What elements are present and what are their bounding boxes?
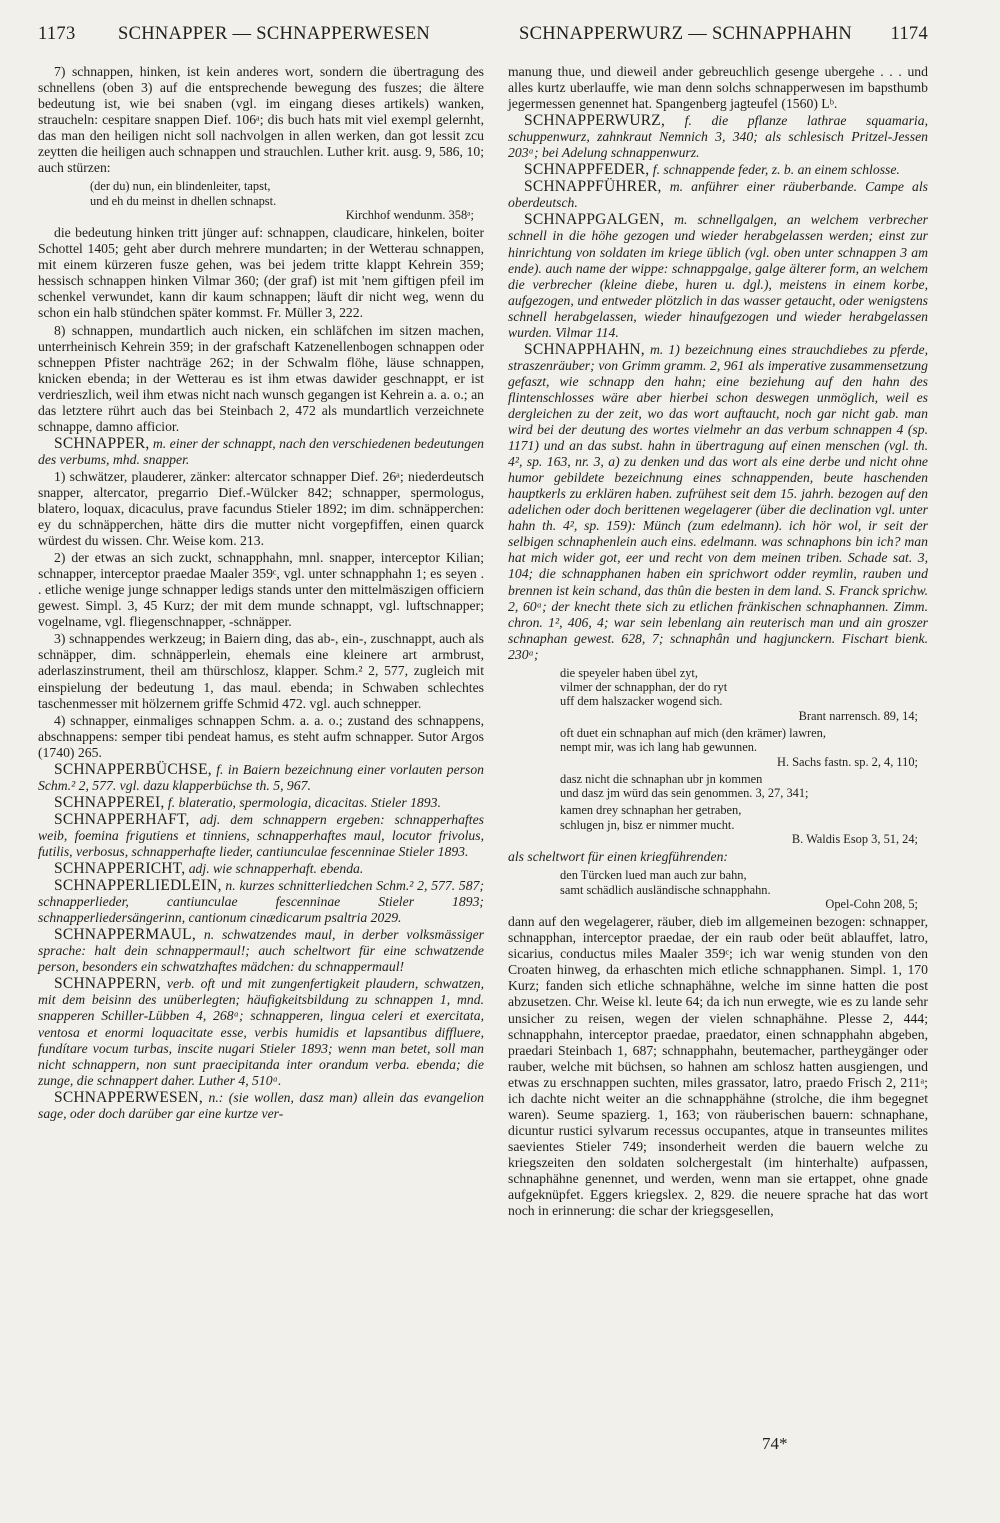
- verse-line: oft duet ein schnaphan auf mich (den krämer) lawren,: [560, 725, 826, 740]
- quote-source: Kirchhof wendunm. 358ᵃ;: [345, 207, 474, 222]
- verse-line: schlugen jn, bisz er nimmer mucht.: [560, 817, 735, 832]
- headword: SCHNAPPGALGEN,: [524, 211, 665, 229]
- verse-quote: [38, 179, 484, 222]
- verse-quote: [508, 726, 928, 769]
- quote-source: B. Waldis Esop 3, 51, 24;: [791, 832, 918, 846]
- paragraph: manung thue, und dieweil ander gebreuchlich gesenge ubergehe . . . und alles kurtz uberlauffe, wie man denn solchs schnapperwesen im bapsthumb jegermessen genennet hat. Spangenberg jagteufel (1560) Lᵇ.: [508, 64, 928, 112]
- paragraph: 7) schnappen, hinken, ist kein anderes wort, sondern die übertragung des schnellens (oben 3) auf die entsprechende bewegung des fuszes; die ältere bedeutung ist, wie bei snaben (vgl. im eingang dieses artikels) wanken, straucheln: cespitare snappen Dief. 106ᵃ; dis buch hats mit viel exempl gelernht, das man den heiligen nicht soll nachvolgen in allen werken, dan got lessit zcu zeytten die heiligen auch schnappen und strauchlen. Luther krit. ausg. 9, 586, 10; auch stürzen:: [38, 64, 484, 176]
- headword: SCHNAPPERWURZ,: [524, 112, 666, 130]
- quote-source: H. Sachs fastn. sp. 2, 4, 110;: [777, 754, 918, 769]
- dictionary-entry: [38, 795, 484, 811]
- entry-gloss: adj. dem schnappern ergeben: schnapperhaftes weib, foemina frigutiens et tinniens, schnapperhaftes maul, locutor frivolus, futilis, verbosus, schnapperhafte lieder, cantiunculae fescenninae Stieler 1893.: [38, 811, 484, 859]
- dictionary-entry: [38, 436, 484, 468]
- dictionary-entry: [508, 212, 928, 340]
- headword: SCHNAPPFEDER,: [524, 161, 650, 179]
- headword: SCHNAPPERWESEN,: [54, 1088, 203, 1106]
- verse-line: und eh du meinst in dhellen schnapst.: [90, 193, 277, 208]
- entry-gloss: f. blateratio, spermologia, dicacitas. Stieler 1893.: [167, 794, 441, 810]
- verse-quote: [508, 868, 928, 911]
- verse-line: den Türcken lued man auch zur bahn,: [560, 868, 747, 883]
- entry-gloss: m. anführer einer räuberbande. Campe als oberdeutsch.: [508, 179, 929, 211]
- entry-gloss: n. kurzes schnitterliedchen Schm.² 2, 577. 587; schnapperlieder, cantiunculae fescenninae Stieler 1893; schnapperliedersängerinn, cantionum cinædicarum psaltria 2029.: [38, 878, 484, 926]
- paragraph: 3) schnappendes werkzeug; in Baiern ding, das ab-, ein-, zuschnappt, auch als schnäpper, dim. schnäpperlein, ehemals eine kleinere art armbrust, aderlaszinstrument, theil am thürschlosz, klapper. Schm.² 2, 577, zugleich mit einspielung der bedeutung 1, das maul. ebenda; in Schwaben schlechtes taschenmesser mit hölzernem griffe Schmid 472. vgl. auch schnepper.: [38, 631, 484, 711]
- headword: SCHNAPPER,: [54, 434, 150, 452]
- dictionary-entry: [38, 1090, 484, 1122]
- verse-line: uff dem halszacker wogend sich.: [560, 694, 723, 709]
- entry-gloss: f. die pflanze lathrae squamaria, schuppenwurz, zahnkraut Nemnich 3, 340; als schlesisch Pritzel-Jessen 203ᵃ; bei Adelung schnappenwurz.: [508, 113, 928, 161]
- verse-quote: [508, 666, 928, 723]
- headword: SCHNAPPERLIEDLEIN,: [54, 877, 222, 895]
- entry-gloss: adj. wie schnapperhaft. ebenda.: [188, 861, 364, 877]
- headword: SCHNAPPEREI,: [54, 793, 165, 811]
- verse-line: nempt mir, was ich lang hab gewunnen.: [560, 740, 758, 755]
- paragraph: 1) schwätzer, plauderer, zänker: altercator schnapper Dief. 26ᵃ; niederdeutsch snapper, altercator, pregarrio Dief.-Wülcker 842; schnapper, spermologus, blatero, loquax, dicaculus, prave facundus Stieler 1892; im dim. schnäpperchen: ey du schnäpperchen, hätte dirs die mutter nicht vorgepfiffen, einen quarck würdest du wissen. Chr. Weise kom. 213.: [38, 468, 484, 549]
- entry-gloss: n. schwatzendes maul, in derber volksmässiger sprache: halt dein schnappermaul!; auch scheltwort für eine schwatzende person, besonders ein schwatzhaftes mädchen: du schnappermaul!: [38, 927, 484, 975]
- headword: SCHNAPPERICHT,: [54, 860, 186, 878]
- quote-source: Brant narrensch. 89, 14;: [798, 708, 918, 723]
- paragraph: 4) schnapper, einmaliges schnappen Schm. a. a. o.; zustand des schnappens, abschnappens: semper tibi pendeat hamus, es steht aufm schnapper. Sutor Argos (1740) 265.: [38, 712, 484, 760]
- entry-gloss: m. 1) bezeichnung eines strauchdiebes zu pferde, straszenräuber; von Grimm gramm. 2, 961 als imperative zusammensetzung gefaszt, wie schnapp den hahn; eine beziehung auf den hahn des flintenschlosses wäre aber hierbei schon deswegen unmöglich, weil es dergleichen zu der zeit, wo das wort auftaucht, noch gar nicht gab. man wird bei der deutung des wortes vielmehr an das verbum schnappen 4 (sp. 1171) und an das subst. hahn in übertragung auf einen menschen (vgl. th. 4², sp. 163, nr. 3, a) zu denken und das wort als eine derbe und nicht ohne humor gebildete bezeichnung eines schnappenden, beute haschenden hauptkerls zu erklären haben. zufrühest seit dem 15. jahrh. bezogen auf den adelichen oder doch berittenen wegelagerer (über die declination vgl. unter hahn th. 4², sp. 159): Münch (zum edelmann). ich hör wol, ir seit der selbigen schnaphenlein auch eins. edelmann. was schnaphons bin ich? man hat mich wider got, eer und recht von dem meinen triben. Schade sat. 3, 104; die schnapphanen haben ein sprichwort odder reymlin, rauben und brennen ist kein schand, das thûn die besten in dem land. S. Franck sprichw. 2, 60ᵃ; der knecht thete sich zu etlichen fränkischen schnaphannen. Zimm. chron. 1², 406, 4; war sein lebenlang ain reuterisch man und ain groszer schnaphan gewest. 628, 7; schnaphân und hagjunckern. Fischart bienk. 230ᵃ;: [508, 341, 928, 662]
- verse-line: samt schädlich ausländische schnapphahn.: [560, 882, 771, 897]
- dictionary-entry: [508, 179, 928, 211]
- dictionary-entry: [38, 927, 484, 975]
- dictionary-entry: [508, 162, 928, 178]
- right-column: [508, 64, 928, 1220]
- quote-source: Opel-Cohn 208, 5;: [825, 896, 918, 911]
- verse-line: (der du) nun, ein blindenleiter, tapst,: [90, 179, 271, 194]
- paragraph: die bedeutung hinken tritt jünger auf: schnappen, claudicare, hinkelen, boiter Schottel 1405; geht aber durch mehrere mundarten; in der Wetterau schnappen, mit einem kürzeren fusze gehen, was bei jedem tritte klappt Kehrein 359; hessisch schnappen hinken Vilmar 360; (der graf) ist mit 'nem giftigen pfeil im schenkel verwundet, kann dir kaum schnappen; läuft dir nicht weg, wenn du schon ein halb stündchen später kommst. Fr. Müller 3, 222.: [38, 225, 484, 321]
- left-page-number: 1173: [38, 24, 76, 44]
- dictionary-entry: [38, 976, 484, 1088]
- page-header: [0, 24, 1000, 58]
- entry-gloss: m. einer der schnappt, nach den verschiedenen bedeutungen des verbums, mhd. snapper.: [38, 435, 485, 467]
- headword: SCHNAPPERN,: [54, 975, 161, 993]
- headword: SCHNAPPERBÜCHSE,: [54, 760, 212, 778]
- dictionary-entry: [508, 113, 928, 161]
- verse-quote: [508, 803, 928, 846]
- verse-line: die speyeler haben übel zyt,: [560, 665, 698, 680]
- dictionary-entry: [508, 342, 928, 663]
- entry-gloss: m. schnellgalgen, an welchem verbrecher schnell in die höhe gezogen und wieder herabgelassen werden; einst zur hinrichtung von soldaten im kriege üblich (vgl. oben unter schnappen 3 am ende). auch name der wippe: schnappgalge, galge älterer form, an welchem die verbrecher (kleine diebe, huren u. dgl.), meistens in einem korbe, aufgezogen, und entweder plötzlich in das wasser getaucht, oder wenigstens schnell herabgelassen, wieder hinaufgezogen und wieder herabgelassen wurden. Vilmar 114.: [508, 212, 928, 340]
- verse-line: vilmer der schnapphan, der do ryt: [560, 680, 728, 695]
- headword: SCHNAPPERHAFT,: [54, 810, 190, 828]
- paragraph: 2) der etwas an sich zuckt, schnapphahn, mnl. snapper, interceptor Kilian; schnapper, interceptor praedae Maaler 359ᶜ, vgl. unter schnapphahn 1; es seyen . . etliche wenige junge schnapper ledigs stands unter den mittelmäszigen officiern gewest. Simpl. 3, 45 Kurz; der mit dem munde schnappt, vgl. luftschnapper; vogelname, vgl. fliegenschnapper, -schnäpper.: [38, 550, 484, 630]
- right-running-title: SCHNAPPERWURZ — SCHNAPPHAHN: [519, 24, 852, 44]
- paragraph: als scheltwort für einen kriegführenden:: [508, 849, 728, 865]
- entry-gloss: n.: (sie wollen, dasz man) allein das evangelion sage, oder doch darüber gar eine kurtze ver-: [38, 1089, 485, 1121]
- verse-line: dasz nicht die schnaphan ubr jn kommen: [560, 771, 763, 786]
- dictionary-entry: [38, 878, 484, 926]
- headword: SCHNAPPFÜHRER,: [524, 178, 662, 196]
- dictionary-entry: [38, 861, 484, 877]
- paragraph: dann auf den wegelagerer, räuber, dieb im allgemeinen bezogen: schnapper, schnapphan, interceptor praedae, der ein raub oder beüt ablauffet, latro, sicarius, conductus miles Maaler 359ᶜ; ich war wenig stunden von den Croaten hinweg, da erhaschten mich etliche schnapphanen. Simpl. 1, 170 Kurz; fanden sich etliche schnaphähne, welche im sinne hatten die post abzusetzen. Chr. Weise kl. leute 64; da ich nun erwegte, wie es zu lande sehr unsicher zu reisen, wegen der vielen schnaphähne. Plesse 2, 444; schnapphahn, interceptor praedae, praedator, einen schnapphahn abgeben, praedari Steinbach 1, 687; schnapphahn, beutemacher, partheygänger oder rauber, welche mit büchsen, so hahnen am schlosz hatten ausgiengen, und etwas zu erschnappen suchten, miles grassator, latro, praedo Frisch 2, 211ᵃ; ich dachte nicht weiter an die schnapphähne (strolche, die ihm begegnet waren). Seume spazierg. 1, 163; von räuberischen bauern: schnaphane, dicuntur rustici sylvarum recessus occupantes, atque in transeuntes milites saevientes Stieler 749; insonderheit werden die bauern welche zu kriegszeiten den soldaten solchergestalt (im hinterhalte) aufpassen, schnaphähne genennet, und werden, wenn man sie ertappet, ohne gnade aufgeknüpfet. Eggers kriegslex. 2, 829. die neuere sprache hat das wort noch in erinnerung: die schar der kriegsgesellen,: [508, 914, 928, 1219]
- paragraph: 8) schnappen, mundartlich auch nicken, ein schläfchen im sitzen machen, unterrheinisch Kehrein 359; in der grafschaft Katzenellenbogen schnappen oder schneppen Pfister nachträge 262; in der Schwalm flöhe, läuse schnappen, knicken ebenda; in der Wetterau es ist ihm etwas dawider geschnappt, er ist verdrieszlich, weil ihm etwas nicht nach wunsch gegangen ist Kehrein a. a. o.; an das letztere rührt auch das bei Steinbach 2, 472 als mundartlich verzeichnete schnappe, damno afficior.: [38, 322, 484, 434]
- right-page-number: 1174: [890, 24, 928, 44]
- verse-line: und dasz jm würd das sein genommen. 3, 27, 341;: [560, 786, 809, 801]
- headword: SCHNAPPHAHN,: [524, 340, 645, 358]
- verse-line: kamen drey schnaphan her getraben,: [560, 803, 742, 818]
- left-running-title: SCHNAPPER — SCHNAPPERWESEN: [118, 24, 431, 44]
- headword: SCHNAPPERMAUL,: [54, 926, 196, 944]
- signature-mark: 74*: [762, 1434, 788, 1453]
- verse-quote: [508, 772, 928, 801]
- dictionary-entry: [38, 762, 484, 794]
- dictionary-entry: [38, 812, 484, 860]
- entry-gloss: f. in Baiern bezeichnung einer vorlauten person Schm.² 2, 577. vgl. dazu klapperbüchse th. 5, 967.: [38, 761, 485, 793]
- entry-gloss: verb. oft und mit zungenfertigkeit plaudern, schwatzen, mit dem beisinn des unüberlegten; häufigkeitsbildung zu schnappen 1, mnd. snapperen Schiller-Lübben 4, 268ᵃ; schnapperen, lingua celeri et exercitata, ventosa et enormi loquacitate esse, verbis humidis et lapsantibus diffluere, fundítare vocum turbas, inscite nugari Stieler 1893; wenn man betet, soll man nicht schnappern, non sunt praecipitanda inter orandum verba. ebenda; die zunge, die schnappert daher. Luther 4, 510ᵃ.: [38, 976, 484, 1088]
- left-column: [38, 64, 484, 1123]
- entry-gloss: f. schnappende feder, z. b. an einem schlosse.: [652, 162, 900, 178]
